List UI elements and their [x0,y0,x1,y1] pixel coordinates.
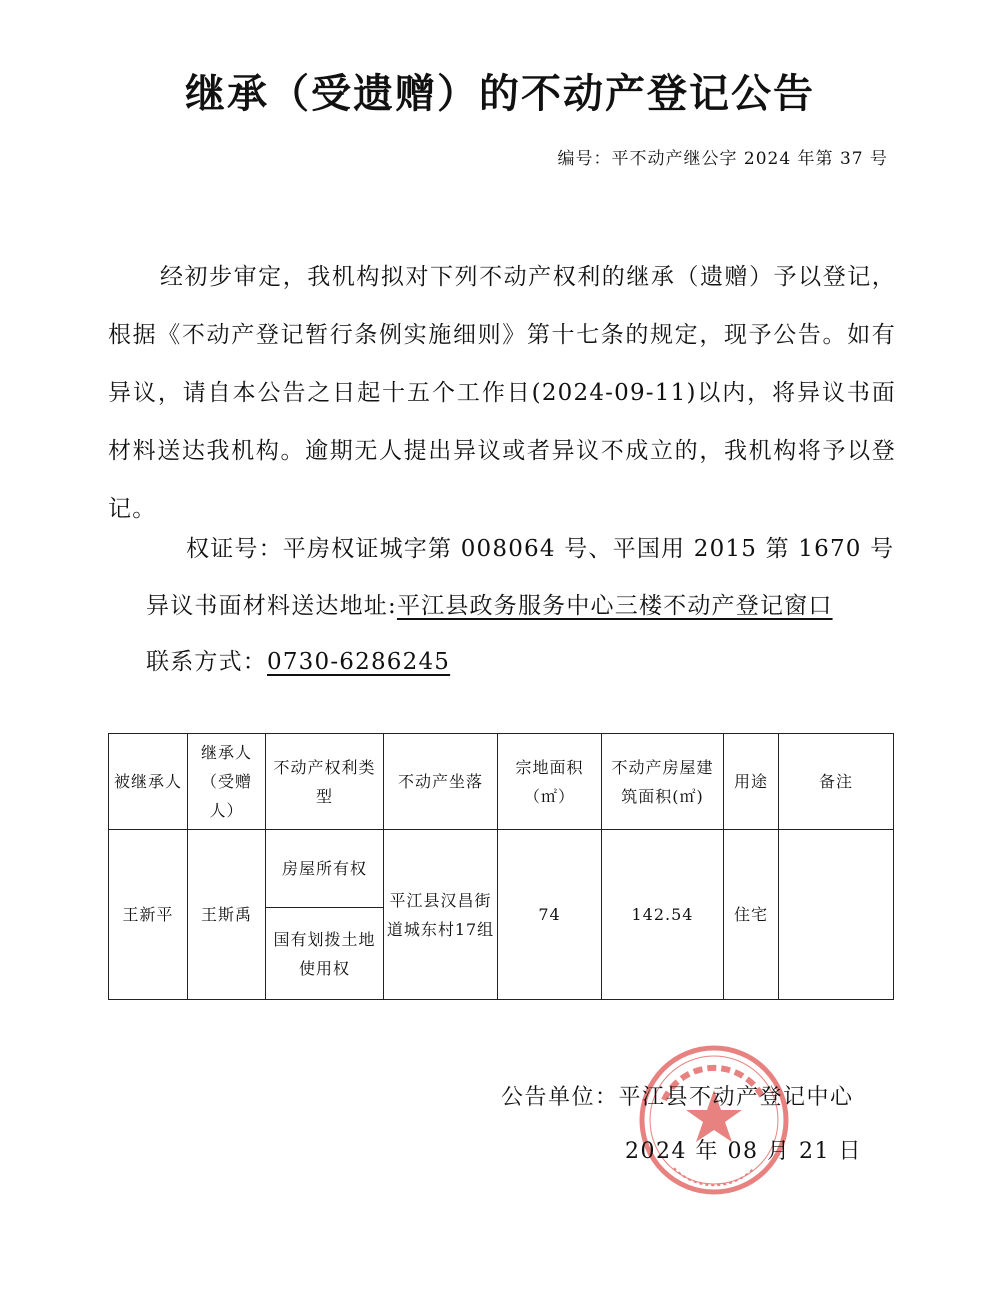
header-heir: 继承人（受赠人） [188,734,266,830]
header-right-type: 不动产权利类 型 [266,734,384,830]
header-land-area: 宗地面积（㎡） [498,734,602,830]
notice-title: 继承（受遗赠）的不动产登记公告 [185,71,815,117]
cell-right-type-2: 国有划拨土地使用权 [266,908,384,1000]
cell-location: 平江县汉昌街道城东村17组 [384,830,498,1000]
cell-remarks [779,830,894,1000]
contact-label: 联系方式： [146,649,267,675]
cell-heir: 王斯禹 [188,830,266,1000]
issue-date: 2024 年 08 月 21 日 [625,1139,862,1164]
issuer-line: 公告单位：平江县不动产登记中心 [501,1085,854,1110]
cell-usage: 住宅 [724,830,779,1000]
notice-paragraph: 经初步审定，我机构拟对下列不动产权利的继承（遗赠）予以登记，根据《不动产登记暂行条例实施细则》第十七条的规定，现予公告。如有异议，请自本公告之日起十五个工作日(2024-09-11)以内，将异议书面材料送达我机构。逾期无人提出异议或者异议不成立的，我机构将予以登记。 [108,264,896,522]
cell-right-type-1: 房屋所有权 [266,830,384,908]
official-seal-image [634,1040,794,1200]
cell-deceased: 王新平 [109,830,188,1000]
address-value: 平江县政务服务中心三楼不动产登记窗口 [396,593,833,619]
table-header-row [109,734,894,830]
cell-building-area: 142.54 [602,830,724,1000]
objection-address-line [146,587,833,620]
contact-line [146,643,450,676]
header-remarks: 备注 [779,734,894,830]
header-deceased: 被继承人 [109,734,188,830]
cell-land-area: 74 [498,830,602,1000]
certificate-number-line: 权证号：平房权证城字第 008064 号、平国用 2015 第 1670 号 [186,536,895,562]
header-usage: 用途 [724,734,779,830]
header-building-area: 不动产房屋建筑面积(㎡) [602,734,724,830]
notice-body [108,248,896,538]
contact-phone: 0730-6286245 [267,649,451,675]
header-location: 不动产坐落 [384,734,498,830]
document-number: 编号：平不动产继公字 2024 年第 37 号 [557,149,888,169]
address-label: 异议书面材料送达地址: [146,593,397,619]
table-row [109,830,894,908]
registration-table [108,733,894,1000]
